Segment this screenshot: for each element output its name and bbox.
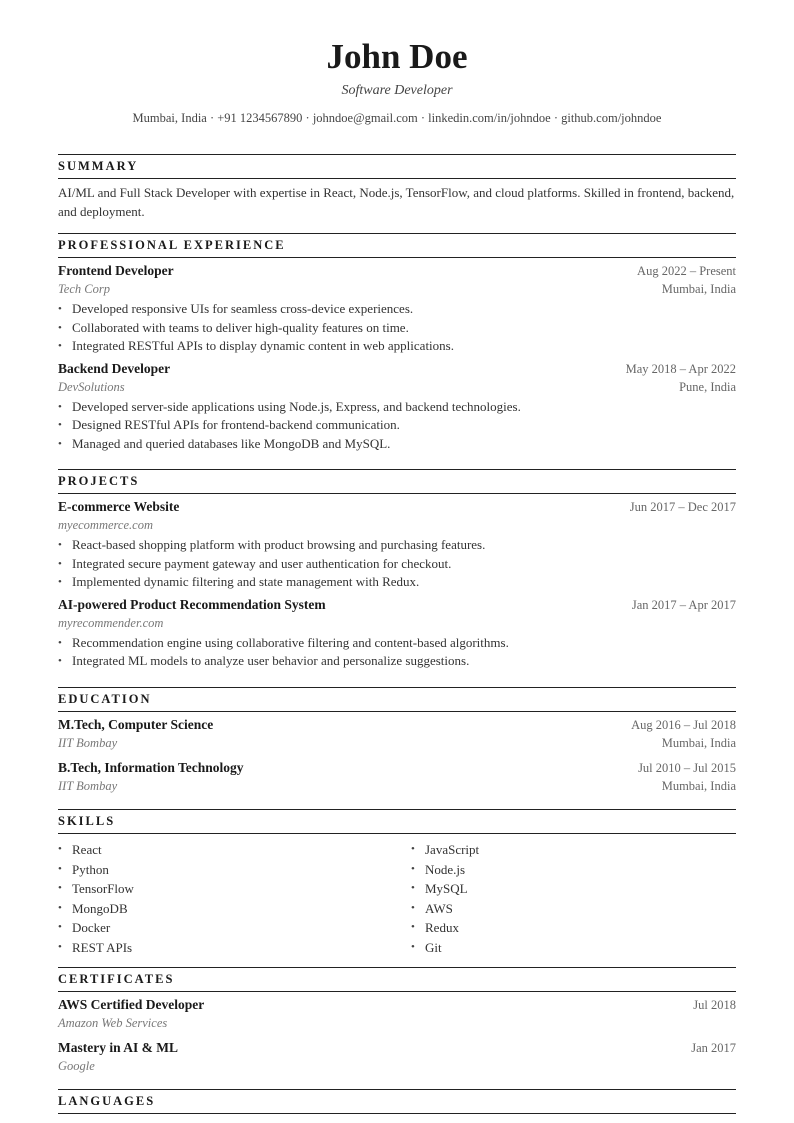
skills-grid (58, 838, 736, 958)
section-heading: EDUCATION (58, 687, 736, 712)
bullet-item: • Implemented dynamic filtering and state management with Redux. (58, 573, 736, 592)
skill-item: • MySQL (411, 879, 731, 899)
skill-item: • Python (58, 860, 378, 880)
project-url: myecommerce.com (58, 518, 153, 532)
bullet-item: • Developed server-side applications using Node.js, Express, and backend technologies. (58, 398, 736, 417)
experience-section (58, 233, 736, 453)
section-heading: SUMMARY (58, 154, 736, 179)
project-url: myrecommender.com (58, 615, 164, 630)
skill-item: • React (58, 840, 378, 860)
candidate-title: Software Developer (341, 83, 453, 98)
bullet-item: • Recommendation engine using collaborative filtering and content-based algorithms. (58, 634, 736, 653)
certificate-name: AWS Certified Developer (58, 997, 205, 1012)
project-bullets (58, 536, 736, 592)
job-dates: Aug 2022 – Present (637, 264, 736, 278)
education-section (58, 687, 736, 795)
section-heading: PROFESSIONAL EXPERIENCE (58, 233, 736, 258)
school-name: IIT Bombay (58, 779, 118, 793)
job-bullets (58, 398, 736, 454)
degree-name: M.Tech, Computer Science (58, 717, 214, 732)
certificate-entry (58, 1039, 736, 1075)
project-entry (58, 498, 736, 592)
skill-item: • Node.js (411, 860, 731, 880)
section-heading: SKILLS (58, 809, 736, 834)
job-role: Frontend Developer (58, 263, 174, 278)
skills-section (58, 809, 736, 958)
project-name: AI-powered Product Recommendation System (58, 596, 326, 612)
bullet-item: • React-based shopping platform with product browsing and purchasing features. (58, 536, 736, 555)
section-heading: CERTIFICATES (58, 967, 736, 992)
job-dates: May 2018 – Apr 2022 (625, 361, 736, 376)
certificates-section (58, 967, 736, 1075)
certificate-date: Jul 2018 (693, 998, 736, 1012)
bullet-item: • Designed RESTful APIs for frontend-backend communication. (58, 416, 736, 435)
certificate-entry (58, 996, 736, 1032)
job-role: Backend Developer (58, 360, 171, 376)
section-heading: PROJECTS (58, 469, 736, 494)
project-bullets (58, 634, 736, 671)
company-name: DevSolutions (58, 379, 125, 394)
summary-section (58, 154, 736, 221)
summary-text: AI/ML and Full Stack Developer with expertise in React, Node.js, TensorFlow, and cloud platforms. Skilled in frontend, backend, and deployment. (58, 185, 735, 219)
skill-item: • AWS (411, 899, 731, 919)
degree-name: B.Tech, Information Technology (58, 760, 244, 775)
skill-item: • JavaScript (411, 840, 731, 860)
education-entry (58, 759, 736, 795)
education-dates: Aug 2016 – Jul 2018 (631, 718, 736, 732)
project-dates: Jun 2017 – Dec 2017 (629, 500, 736, 514)
bullet-item: • Integrated RESTful APIs to display dynamic content in web applications. (58, 337, 736, 356)
experience-entry (58, 262, 736, 356)
skill-item: • Redux (411, 918, 731, 938)
certificate-name: Mastery in AI & ML (58, 1040, 178, 1055)
contact-line: Mumbai, India · +91 1234567890 · johndoe@gmail.com · linkedin.com/in/johndoe · github.com/johndoe (132, 111, 662, 125)
education-location: Mumbai, India (661, 736, 736, 750)
bullet-item: • Collaborated with teams to deliver high-quality features on time. (58, 319, 736, 338)
job-location: Pune, India (679, 379, 736, 394)
education-entry (58, 716, 736, 752)
experience-entry (58, 360, 736, 454)
project-name: E-commerce Website (58, 499, 180, 514)
skills-column-left (58, 840, 378, 957)
skill-item: • TensorFlow (58, 879, 378, 899)
skill-item: • REST APIs (58, 938, 378, 958)
company-name: Tech Corp (58, 282, 110, 296)
bullet-item: • Developed responsive UIs for seamless cross-device experiences. (58, 300, 736, 319)
certificate-issuer: Amazon Web Services (58, 1016, 168, 1030)
job-location: Mumbai, India (661, 282, 736, 296)
skill-item: • Docker (58, 918, 378, 938)
project-dates: Jan 2017 – Apr 2017 (631, 597, 736, 612)
section-heading: LANGUAGES (58, 1089, 736, 1114)
education-dates: Jul 2010 – Jul 2015 (638, 761, 736, 775)
bullet-item: • Integrated secure payment gateway and user authentication for checkout. (58, 555, 736, 574)
project-entry (58, 596, 736, 671)
bullet-item: • Managed and queried databases like MongoDB and MySQL. (58, 435, 736, 454)
certificate-date: Jan 2017 (691, 1041, 736, 1055)
projects-section (58, 469, 736, 671)
job-bullets (58, 300, 736, 356)
skill-item: • Git (411, 938, 731, 958)
school-name: IIT Bombay (58, 736, 118, 750)
skill-item: • MongoDB (58, 899, 378, 919)
education-location: Mumbai, India (661, 779, 736, 793)
bullet-item: • Integrated ML models to analyze user behavior and personalize suggestions. (58, 652, 736, 671)
skills-column-right (411, 840, 731, 957)
certificate-issuer: Google (58, 1059, 95, 1073)
candidate-name: John Doe (326, 37, 468, 76)
languages-section (58, 1089, 736, 1114)
